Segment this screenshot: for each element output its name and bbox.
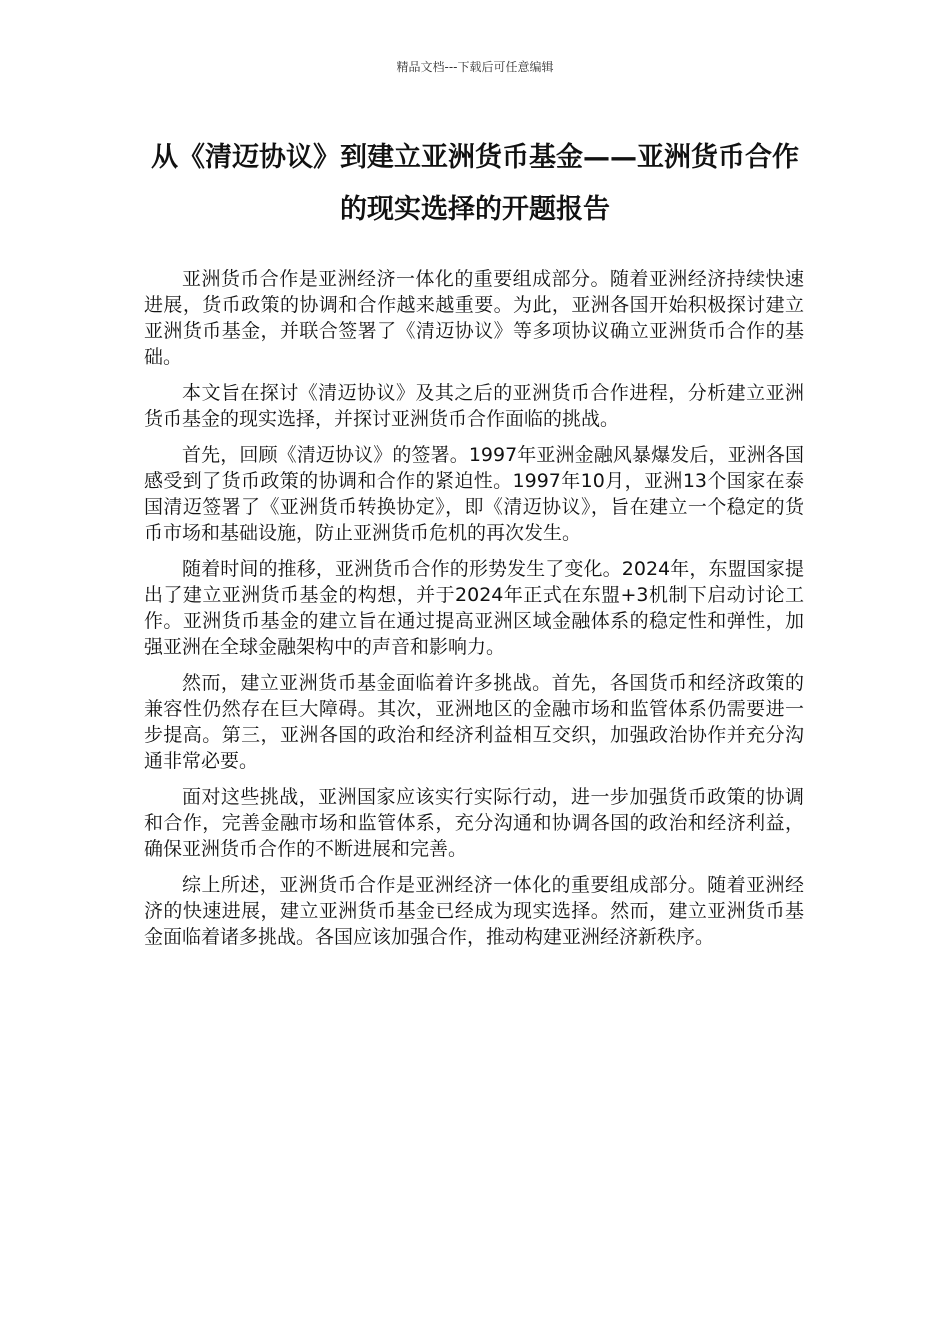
document-title: 从《清迈协议》到建立亚洲货币基金——亚洲货币合作的现实选择的开题报告: [151, 142, 799, 225]
paragraph: 综上所述，亚洲货币合作是亚洲经济一体化的重要组成部分。随着亚洲经济的快速进展，建立亚洲货币基金已经成为现实选择。然而，建立亚洲货币基金面临着诸多挑战。各国应该加强合作，推动构建亚洲经济新秩序。: [144, 874, 804, 948]
header-note: 精品文档---下载后可任意编辑: [396, 60, 554, 74]
paragraph: 首先，回顾《清迈协议》的签署。1997年亚洲金融风暴爆发后，亚洲各国感受到了货币政策的协调和合作的紧迫性。1997年10月，亚洲13个国家在泰国清迈签署了《亚洲货币转换协定》，即《清迈协议》，旨在建立一个稳定的货币市场和基础设施，防止亚洲货币危机的再次发生。: [144, 444, 804, 544]
document-body: [144, 266, 804, 960]
paragraph: 面对这些挑战，亚洲国家应该实行实际行动，进一步加强货币政策的协调和合作，完善金融市场和监管体系，充分沟通和协调各国的政治和经济利益，确保亚洲货币合作的不断进展和完善。: [144, 786, 804, 860]
paragraph: 本文旨在探讨《清迈协议》及其之后的亚洲货币合作进程，分析建立亚洲货币基金的现实选择，并探讨亚洲货币合作面临的挑战。: [144, 382, 804, 430]
paragraph: 亚洲货币合作是亚洲经济一体化的重要组成部分。随着亚洲经济持续快速进展，货币政策的协调和合作越来越重要。为此，亚洲各国开始积极探讨建立亚洲货币基金，并联合签署了《清迈协议》等多项协议确立亚洲货币合作的基础。: [144, 268, 804, 368]
paragraph: 然而，建立亚洲货币基金面临着许多挑战。首先，各国货币和经济政策的兼容性仍然存在巨大障碍。其次，亚洲地区的金融市场和监管体系仍需要进一步提高。第三，亚洲各国的政治和经济利益相互交织，加强政治协作并充分沟通非常必要。: [144, 672, 804, 772]
paragraph: 随着时间的推移，亚洲货币合作的形势发生了变化。2024年，东盟国家提出了建立亚洲货币基金的构想，并于2024年正式在东盟+3机制下启动讨论工作。亚洲货币基金的建立旨在通过提高亚洲区域金融体系的稳定性和弹性，加强亚洲在全球金融架构中的声音和影响力。: [144, 558, 804, 658]
